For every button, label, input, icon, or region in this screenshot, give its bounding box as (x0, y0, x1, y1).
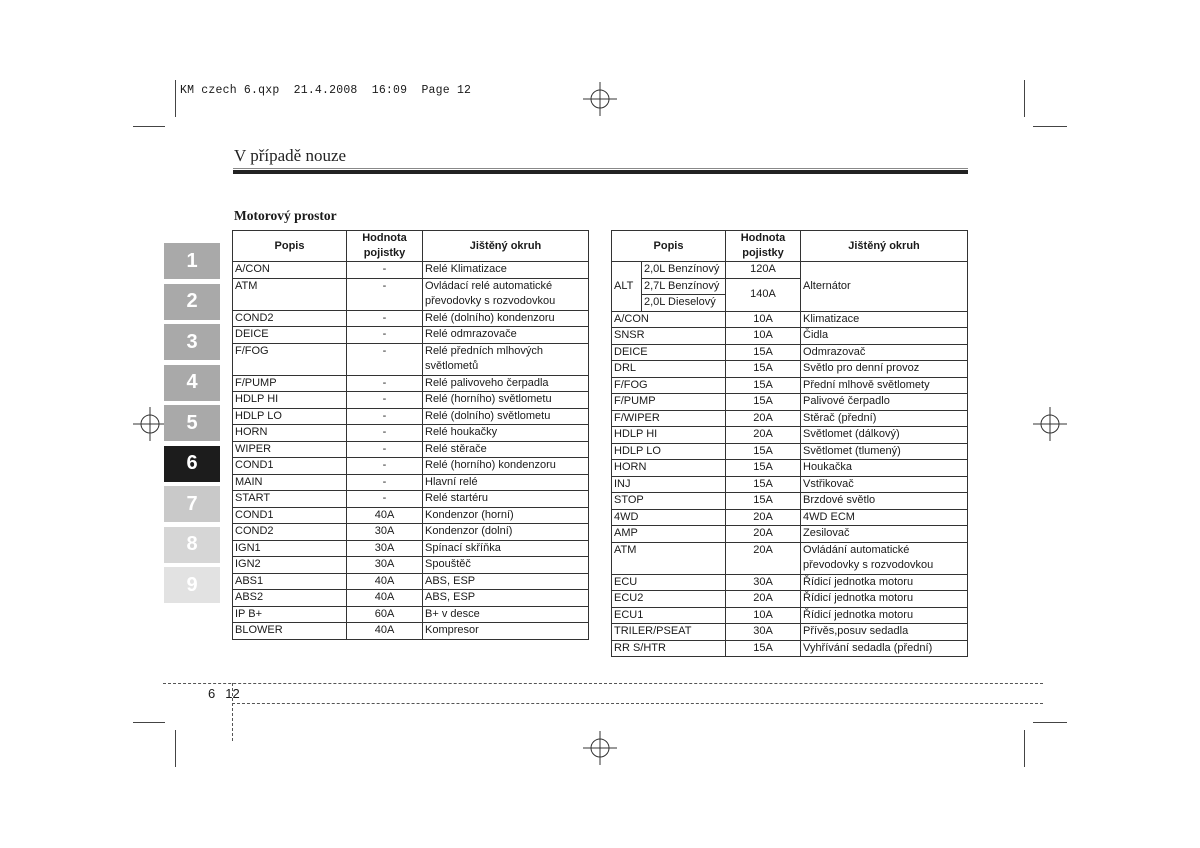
cell-hodnota: 15A (726, 377, 801, 394)
cell-okruh-line: ABS, ESP (425, 591, 476, 603)
cell-okruh-line: Relé (horního) kondenzoru (425, 459, 556, 471)
cell-okruh (423, 540, 589, 557)
cell-hodnota: - (347, 474, 423, 491)
cell-okruh-line: Stěrač (přední) (803, 411, 877, 424)
cell-popis: IP B+ (233, 606, 347, 623)
alt-variant: 2,7L Benzínový (642, 278, 726, 295)
cell-okruh (801, 509, 968, 526)
cell-okruh-line: Relé startéru (425, 492, 488, 504)
cell-okruh (801, 361, 968, 378)
crop-mark (1033, 126, 1067, 127)
cell-okruh-line: Řídicí jednotka motoru (803, 592, 914, 604)
table-row (612, 624, 968, 641)
cell-hodnota: 15A (726, 476, 801, 493)
cell-okruh (423, 590, 589, 607)
column-header-okruh: Jištěný okruh (423, 231, 589, 262)
table-row (233, 590, 589, 607)
chapter-tab-label: 9 (186, 573, 198, 596)
table-row (612, 574, 968, 591)
cell-okruh-line: Kondenzor (dolní) (425, 525, 513, 537)
table-row (233, 408, 589, 425)
page-number (208, 686, 250, 701)
chapter-tab-label: 8 (186, 533, 198, 555)
cell-hodnota: - (347, 458, 423, 475)
chapter-tab-8[interactable] (164, 527, 220, 563)
cell-okruh-line: Relé (horního) světlometu (425, 393, 552, 405)
cell-popis: MAIN (233, 474, 347, 491)
cell-okruh (423, 392, 589, 409)
table-row (612, 394, 968, 411)
cell-hodnota: 30A (347, 557, 423, 574)
footer-rule (232, 703, 1043, 704)
cell-popis: A/CON (233, 262, 347, 279)
cell-okruh (801, 460, 968, 477)
cell-okruh (423, 491, 589, 508)
cell-popis: COND2 (233, 524, 347, 541)
cell-okruh-line: Ovládání automatické (803, 543, 910, 556)
chapter-tab-6[interactable] (164, 446, 220, 482)
table-row (612, 591, 968, 608)
alt-circuit: Alternátor (801, 262, 968, 312)
cell-hodnota: 15A (726, 443, 801, 460)
alt-value: 140A (726, 278, 801, 311)
chapter-tab-3[interactable] (164, 324, 220, 360)
alt-value: 120A (726, 262, 801, 279)
cell-okruh (801, 328, 968, 345)
cell-popis: RR S/HTR (612, 640, 726, 657)
cell-popis: A/CON (612, 311, 726, 328)
header-line: Hodnota (740, 232, 786, 244)
table-row (233, 606, 589, 623)
chapter-tabs (164, 243, 220, 608)
cell-okruh-line: ABS, ESP (425, 574, 476, 587)
cell-okruh (423, 507, 589, 524)
table-row (233, 540, 589, 557)
cell-okruh (423, 441, 589, 458)
subheading: Motorový prostor (234, 208, 337, 223)
chapter-tab-7[interactable] (164, 486, 220, 522)
cell-okruh (801, 526, 968, 543)
table-row (233, 327, 589, 344)
title-rule (233, 170, 968, 174)
table-row (612, 526, 968, 543)
column-header-hodnota (726, 231, 801, 262)
cell-okruh-line: Ovládací relé automatické (425, 279, 553, 292)
cell-okruh (801, 410, 968, 427)
chapter-tab-label: 4 (186, 371, 198, 393)
alt-variant: 2,0L Dieselový (642, 295, 726, 312)
header-line: Hodnota (362, 232, 407, 244)
fuse-table-left (232, 230, 589, 640)
cell-hodnota: 20A (726, 542, 801, 574)
chapter-tab-4[interactable] (164, 365, 220, 401)
cell-popis: COND1 (233, 458, 347, 475)
cell-okruh (801, 311, 968, 328)
cell-okruh (423, 623, 589, 640)
cell-okruh-line: převodovky s rozvodovkou (803, 559, 934, 571)
table-row (233, 524, 589, 541)
alt-variant: 2,0L Benzínový (642, 262, 726, 279)
cell-okruh-line: Relé předních mlhových (425, 344, 544, 357)
cell-hodnota: 15A (726, 493, 801, 510)
cell-hodnota: 15A (726, 460, 801, 477)
chapter-tab-label: 2 (186, 290, 198, 312)
cell-hodnota: 10A (726, 311, 801, 328)
cell-okruh (423, 557, 589, 574)
table-row (233, 458, 589, 475)
cell-hodnota: - (347, 408, 423, 425)
registration-mark-icon (133, 407, 167, 441)
cell-okruh-line: Spouštěč (425, 558, 471, 570)
cell-okruh (801, 377, 968, 394)
table-row (233, 491, 589, 508)
cell-popis: ABS2 (233, 590, 347, 607)
cell-hodnota: 20A (726, 509, 801, 526)
cell-popis: COND2 (233, 310, 347, 327)
alt-label: ALT (612, 262, 642, 312)
cell-okruh-line: Světlomet (tlumený) (803, 444, 901, 457)
cell-hodnota: 15A (726, 344, 801, 361)
table-row (612, 493, 968, 510)
cell-hodnota: 30A (726, 574, 801, 591)
cell-popis: DRL (612, 361, 726, 378)
crop-mark (175, 80, 176, 117)
cell-okruh-line: Kompresor (425, 624, 479, 636)
cell-okruh (423, 408, 589, 425)
chapter-number: 6 (208, 686, 216, 701)
cell-hodnota: 15A (726, 640, 801, 657)
table-row (233, 557, 589, 574)
table-header-row (233, 231, 589, 262)
cell-popis: HDLP LO (612, 443, 726, 460)
cell-okruh-line: 4WD ECM (803, 510, 855, 523)
table-row (233, 343, 589, 375)
cell-hodnota: - (347, 441, 423, 458)
cell-okruh-line: Klimatizace (803, 312, 860, 325)
crop-mark (133, 126, 165, 127)
cell-hodnota: - (347, 491, 423, 508)
cell-hodnota: 10A (726, 328, 801, 345)
cell-okruh-line: světlometů (425, 360, 479, 372)
chapter-tab-label: 7 (186, 492, 198, 515)
table-row (612, 443, 968, 460)
header-line: pojistky (742, 247, 784, 259)
cell-popis: TRILER/PSEAT (612, 624, 726, 641)
crop-mark (175, 730, 176, 767)
cell-okruh-line: Brzdové světlo (803, 494, 876, 506)
cell-hodnota: 30A (347, 540, 423, 557)
cell-popis: AMP (612, 526, 726, 543)
cell-okruh-line: Relé odmrazovače (425, 328, 517, 340)
cell-popis: HORN (612, 460, 726, 477)
cell-hodnota: 20A (726, 410, 801, 427)
cell-okruh (423, 343, 589, 375)
cell-popis: 4WD (612, 509, 726, 526)
table-row (233, 623, 589, 640)
cell-okruh-line: Spínací skříňka (425, 541, 501, 554)
cell-hodnota: 30A (726, 624, 801, 641)
table-row (612, 640, 968, 657)
column-header-hodnota (347, 231, 423, 262)
page-index: 12 (225, 686, 240, 701)
crop-mark (133, 722, 165, 723)
table-row (612, 328, 968, 345)
cell-okruh (423, 375, 589, 392)
cell-hodnota: - (347, 327, 423, 344)
registration-mark-icon (583, 731, 617, 765)
cell-hodnota: 60A (347, 606, 423, 623)
table-row (612, 377, 968, 394)
cell-okruh (801, 607, 968, 624)
cell-okruh (423, 474, 589, 491)
cell-popis: HDLP LO (233, 408, 347, 425)
registration-mark-icon (1033, 407, 1067, 441)
table-row (612, 460, 968, 477)
cell-okruh (801, 427, 968, 444)
chapter-tab-9[interactable] (164, 567, 220, 603)
chapter-tab-label: 3 (186, 330, 198, 353)
cell-popis: STOP (612, 493, 726, 510)
cell-okruh (801, 394, 968, 411)
cell-okruh-line: Kondenzor (horní) (425, 508, 514, 521)
cell-okruh (423, 458, 589, 475)
chapter-tab-1[interactable] (164, 243, 220, 279)
cell-okruh-line: Palivové čerpadlo (803, 395, 890, 407)
table-header-row (612, 231, 968, 262)
cell-popis: HDLP HI (233, 392, 347, 409)
cell-popis: COND1 (233, 507, 347, 524)
cell-popis: F/FOG (233, 343, 347, 375)
cell-hodnota: - (347, 310, 423, 327)
cell-okruh (423, 327, 589, 344)
cell-okruh (801, 344, 968, 361)
cell-okruh-line: Relé palivoveho čerpadla (425, 376, 549, 389)
cell-popis: HDLP HI (612, 427, 726, 444)
cell-okruh-line: Hlavní relé (425, 475, 478, 488)
cell-hodnota: 40A (347, 590, 423, 607)
cell-popis: WIPER (233, 441, 347, 458)
cell-okruh (801, 542, 968, 574)
column-header-popis: Popis (612, 231, 726, 262)
cell-hodnota: 15A (726, 361, 801, 378)
cell-hodnota: - (347, 425, 423, 442)
cell-hodnota: 10A (726, 607, 801, 624)
cell-okruh (423, 573, 589, 590)
table-row (233, 573, 589, 590)
cell-okruh (423, 425, 589, 442)
cell-popis: INJ (612, 476, 726, 493)
cell-popis: IGN1 (233, 540, 347, 557)
cell-popis: SNSR (612, 328, 726, 345)
cell-popis: ECU1 (612, 607, 726, 624)
cell-popis: BLOWER (233, 623, 347, 640)
cell-okruh-line: Odmrazovač (803, 345, 866, 358)
cell-popis: IGN2 (233, 557, 347, 574)
crop-mark (1024, 80, 1025, 117)
chapter-tab-label: 5 (186, 411, 198, 434)
registration-mark-icon (583, 82, 617, 116)
cell-popis: F/PUMP (612, 394, 726, 411)
cell-okruh (423, 310, 589, 327)
cell-popis: DEICE (612, 344, 726, 361)
cell-okruh (423, 606, 589, 623)
cell-okruh (423, 278, 589, 310)
cell-okruh (801, 493, 968, 510)
cell-okruh-line: Čidla (803, 329, 829, 341)
cell-okruh-line: Relé (dolního) kondenzoru (425, 311, 555, 324)
cell-okruh-line: Přívěs,posuv sedadla (803, 625, 909, 637)
table-row (612, 607, 968, 624)
section-title: V případě nouze (234, 146, 347, 165)
cell-hodnota: 40A (347, 573, 423, 590)
table-row (233, 441, 589, 458)
cell-okruh (801, 640, 968, 657)
column-header-popis: Popis (233, 231, 347, 262)
cell-popis: HORN (233, 425, 347, 442)
cell-hodnota: 20A (726, 427, 801, 444)
crop-mark (1024, 730, 1025, 767)
cell-okruh-line: B+ v desce (425, 607, 480, 620)
cell-popis: ATM (612, 542, 726, 574)
table-row (233, 262, 589, 279)
table-row (612, 361, 968, 378)
table-row (612, 476, 968, 493)
cell-okruh-line: Houkačka (803, 461, 852, 473)
cell-popis: ECU2 (612, 591, 726, 608)
cell-hodnota: 40A (347, 507, 423, 524)
cell-popis: F/PUMP (233, 375, 347, 392)
cell-okruh-line: Relé stěrače (425, 442, 487, 455)
cell-okruh-line: Relé (dolního) světlometu (425, 409, 551, 422)
cell-hodnota: 15A (726, 394, 801, 411)
table-row (233, 474, 589, 491)
table-row (612, 311, 968, 328)
cell-popis: DEICE (233, 327, 347, 344)
chapter-tab-5[interactable] (164, 405, 220, 441)
chapter-tab-label: 1 (186, 249, 198, 272)
table-row (233, 425, 589, 442)
cell-popis: F/FOG (612, 377, 726, 394)
cell-popis: F/WIPER (612, 410, 726, 427)
cell-hodnota: - (347, 375, 423, 392)
cell-hodnota: - (347, 343, 423, 375)
cell-okruh-line: Přední mlhově světlomety (803, 378, 930, 391)
cell-okruh-line: Světlomet (dálkový) (803, 428, 900, 440)
column-header-okruh: Jištěný okruh (801, 231, 968, 262)
header-line: pojistky (363, 247, 406, 259)
cell-hodnota: 20A (726, 526, 801, 543)
table-row (233, 278, 589, 310)
table-row (612, 262, 968, 279)
cell-okruh-line: Řídicí jednotka motoru (803, 575, 914, 588)
cell-hodnota: 20A (726, 591, 801, 608)
cell-hodnota: - (347, 262, 423, 279)
cell-okruh-line: Zesilovač (803, 527, 850, 539)
table-row (612, 542, 968, 574)
title-rule-thin (233, 168, 968, 169)
table-row (233, 507, 589, 524)
table-row (612, 410, 968, 427)
cell-okruh-line: Vstřikovač (803, 477, 854, 490)
chapter-tab-2[interactable] (164, 284, 220, 320)
cell-hodnota: 30A (347, 524, 423, 541)
cell-okruh (423, 262, 589, 279)
cell-popis: ATM (233, 278, 347, 310)
table-row (612, 344, 968, 361)
cell-okruh (423, 524, 589, 541)
cell-hodnota: 40A (347, 623, 423, 640)
cell-popis: ABS1 (233, 573, 347, 590)
fuse-table-right (611, 230, 968, 657)
chapter-tab-label: 6 (186, 452, 198, 474)
cell-okruh-line: převodovky s rozvodovkou (425, 295, 556, 307)
table-row (612, 509, 968, 526)
cell-okruh (801, 476, 968, 493)
cell-okruh (801, 624, 968, 641)
print-slug: KM czech 6.qxp 21.4.2008 16:09 Page 12 (180, 84, 472, 97)
table-row (612, 427, 968, 444)
cell-okruh-line: Vyhřívání sedadla (přední) (803, 641, 933, 654)
cell-hodnota: - (347, 278, 423, 310)
cell-popis: ECU (612, 574, 726, 591)
table-row (233, 392, 589, 409)
cell-okruh-line: Řídicí jednotka motoru (803, 608, 914, 621)
cell-okruh (801, 574, 968, 591)
cell-okruh (801, 591, 968, 608)
table-row (233, 310, 589, 327)
cell-okruh-line: Relé Klimatizace (425, 263, 507, 275)
crop-mark (1033, 722, 1067, 723)
footer-rule (163, 683, 1043, 684)
table-row (233, 375, 589, 392)
cell-hodnota: - (347, 392, 423, 409)
cell-okruh-line: Světlo pro denní provoz (803, 362, 920, 374)
cell-okruh-line: Relé houkačky (425, 426, 498, 438)
cell-popis: START (233, 491, 347, 508)
cell-okruh (801, 443, 968, 460)
